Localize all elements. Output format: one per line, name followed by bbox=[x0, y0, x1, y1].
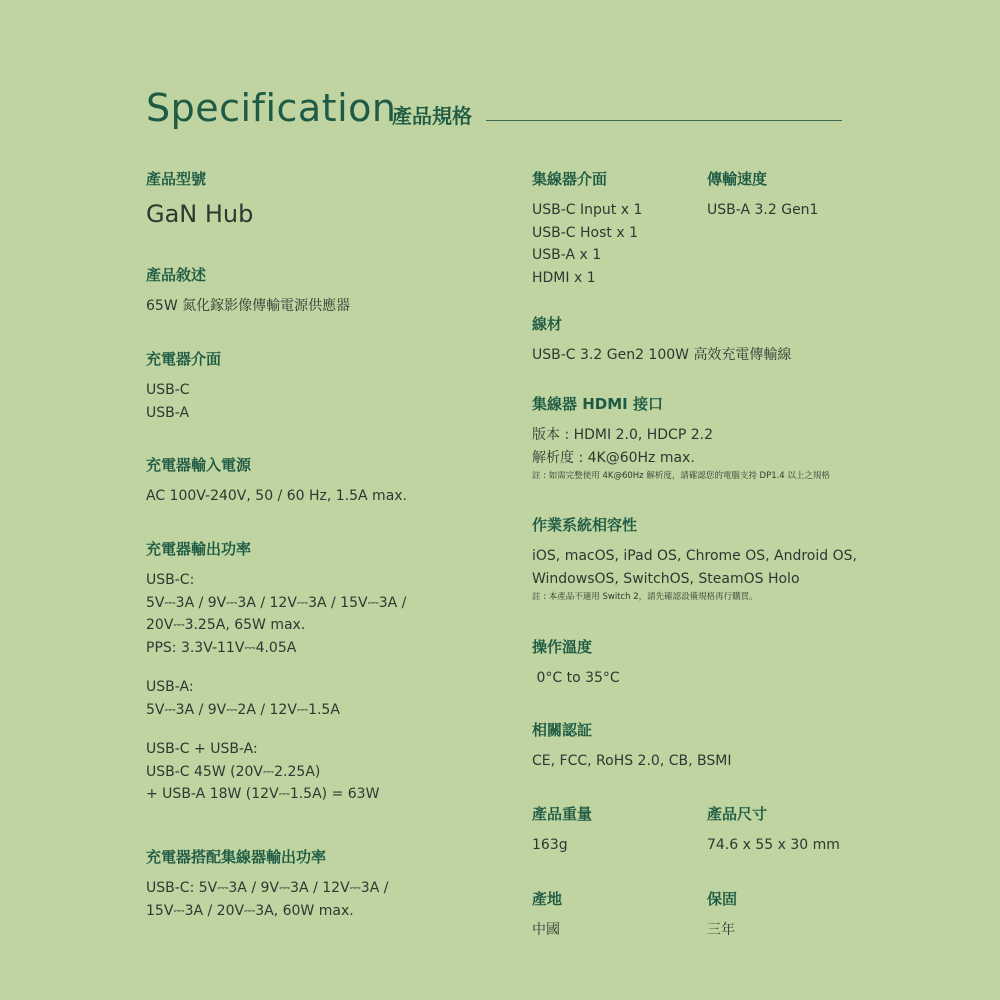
weight-section bbox=[532, 803, 692, 857]
hub-interface-line: USB-C Input x 1 bbox=[532, 202, 643, 218]
description-value: 65W 氮化鎵影像傳輸電源供應器 bbox=[146, 298, 351, 314]
os-compat-note: 註 : 本產品不適用 Switch 2，請先確認設備規格再行購買。 bbox=[532, 592, 758, 602]
cable-value: USB-C 3.2 Gen2 100W 高效充電傳輸線 bbox=[532, 347, 792, 363]
hdmi-section bbox=[532, 393, 892, 483]
temperature-value: 0°C to 35°C bbox=[532, 670, 620, 686]
speed-section bbox=[707, 168, 907, 222]
output-combo-line: USB-C + USB-A: bbox=[146, 741, 258, 757]
hub-output-line: USB-C: 5V⎓3A / 9V⎓3A / 12V⎓3A / bbox=[146, 880, 389, 896]
spec-header bbox=[146, 86, 842, 136]
hdmi-line: 版本 : HDMI 2.0, HDCP 2.2 bbox=[532, 427, 713, 443]
description-section bbox=[146, 264, 496, 318]
charger-interface-line: USB-A bbox=[146, 404, 190, 421]
output-usba-line: 5V⎓3A / 9V⎓2A / 12V⎓1.5A bbox=[146, 701, 340, 718]
input-power-value: AC 100V-240V, 50 / 60 Hz, 1.5A max. bbox=[146, 488, 408, 504]
output-power-label: 充電器輸出功率 bbox=[146, 540, 252, 558]
os-compat-line: WindowsOS, SwitchOS, SteamOS Holo bbox=[532, 570, 800, 587]
output-usba-line: USB-A: bbox=[146, 679, 194, 695]
output-usbc-line: USB-C: bbox=[146, 572, 195, 588]
hub-output-line: 15V⎓3A / 20V⎓3A, 60W max. bbox=[146, 902, 354, 919]
charger-interface-label: 充電器介面 bbox=[146, 350, 222, 368]
temperature-section bbox=[532, 636, 892, 690]
hdmi-label: 集線器 HDMI 接口 bbox=[532, 395, 663, 413]
hub-interface-line: USB-C Host x 1 bbox=[532, 224, 638, 241]
speed-value: USB-A 3.2 Gen1 bbox=[707, 202, 819, 218]
speed-label: 傳輸速度 bbox=[707, 170, 768, 188]
certification-label: 相關認証 bbox=[532, 721, 593, 739]
output-usbc-line: PPS: 3.3V-11V⎓4.05A bbox=[146, 639, 297, 656]
model-label: 產品型號 bbox=[146, 170, 207, 188]
hub-output-label: 充電器搭配集線器輸出功率 bbox=[146, 848, 327, 866]
output-usbc-line: 20V⎓3.25A, 65W max. bbox=[146, 617, 306, 633]
model-section bbox=[146, 168, 496, 229]
header-divider bbox=[486, 120, 842, 121]
output-combo-line: + USB-A 18W (12V⎓1.5A) = 63W bbox=[146, 786, 380, 802]
model-value: GaN Hub bbox=[146, 200, 254, 228]
input-power-section bbox=[146, 454, 496, 508]
temperature-label: 操作溫度 bbox=[532, 638, 593, 656]
warranty-value: 三年 bbox=[707, 922, 735, 938]
os-compat-section bbox=[532, 514, 892, 604]
weight-value: 163g bbox=[532, 837, 568, 853]
hub-output-section bbox=[146, 846, 496, 922]
warranty-section bbox=[707, 888, 907, 942]
dimensions-section bbox=[707, 803, 907, 857]
page-subtitle: 產品規格 bbox=[392, 104, 472, 128]
warranty-label: 保固 bbox=[707, 890, 738, 908]
output-power-section bbox=[146, 538, 496, 806]
hdmi-note: 註 : 如需完整使用 4K@60Hz 解析度，請確認您的電腦支持 DP1.4 以上之規格 bbox=[532, 471, 830, 481]
dimensions-value: 74.6 x 55 x 30 mm bbox=[707, 837, 840, 853]
certification-section bbox=[532, 719, 892, 773]
charger-interface-section bbox=[146, 348, 496, 424]
output-usbc-line: 5V⎓3A / 9V⎓3A / 12V⎓3A / 15V⎓3A / bbox=[146, 594, 407, 611]
page-title: Specification bbox=[146, 86, 397, 130]
os-compat-label: 作業系統相容性 bbox=[532, 516, 638, 534]
description-label: 產品敘述 bbox=[146, 266, 207, 284]
origin-section bbox=[532, 888, 692, 942]
origin-value: 中國 bbox=[532, 922, 560, 938]
input-power-label: 充電器輸入電源 bbox=[146, 456, 252, 474]
cable-section bbox=[532, 313, 892, 367]
os-compat-line: iOS, macOS, iPad OS, Chrome OS, Android OS, bbox=[532, 548, 857, 564]
output-combo-line: USB-C 45W (20V⎓2.25A) bbox=[146, 763, 321, 780]
dimensions-label: 產品尺寸 bbox=[707, 805, 768, 823]
charger-interface-line: USB-C bbox=[146, 382, 190, 398]
origin-label: 產地 bbox=[532, 890, 563, 908]
certification-value: CE, FCC, RoHS 2.0, CB, BSMI bbox=[532, 753, 732, 769]
weight-label: 產品重量 bbox=[532, 805, 593, 823]
cable-label: 線材 bbox=[532, 315, 563, 333]
hub-interface-line: USB-A x 1 bbox=[532, 247, 602, 263]
hdmi-line: 解析度 : 4K@60Hz max. bbox=[532, 449, 695, 466]
hub-interface-label: 集線器介面 bbox=[532, 170, 608, 188]
hub-interface-line: HDMI x 1 bbox=[532, 269, 596, 286]
